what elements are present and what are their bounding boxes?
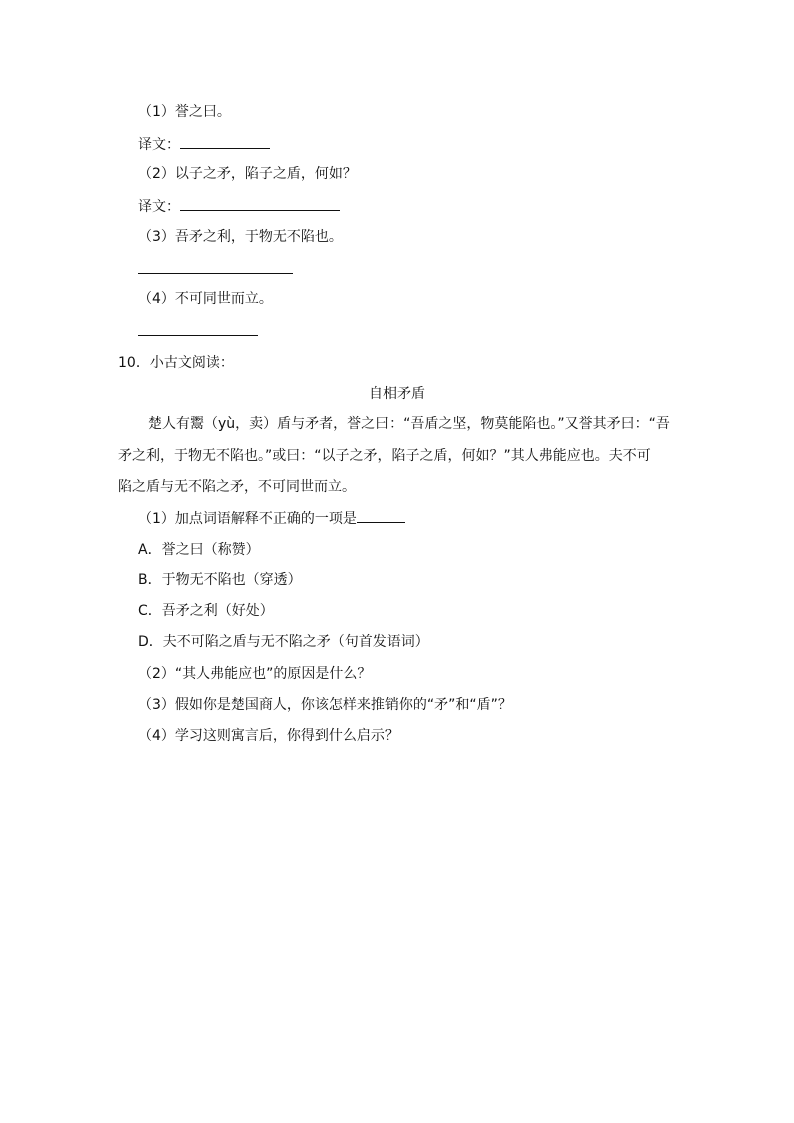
q10-sub-3: （3）假如你是楚国商人，你该怎样来推销你的“矛”和“盾”？ [138,697,512,713]
sub-1-text: （1）加点词语解释不正确的一项是 [138,511,357,527]
answer-blank-2[interactable] [180,196,340,211]
option-a: A．誉之曰（称赞） [138,542,260,558]
passage-line-2: 矛之利，于物无不陷也。”或曰：“以子之矛，陷子之盾，何如？”其人弗能应也。夫不可 [118,448,651,464]
answer-label: 译文： [138,137,180,153]
option-b: B．于物无不陷也（穿透） [138,572,302,588]
passage-title: 自相矛盾 [369,386,425,402]
q10-sub-1 [138,508,405,529]
q9-answer-1 [138,134,270,155]
q9-item-2: （2）以子之矛，陷子之盾，何如？ [138,166,357,182]
passage-line-1: 楚人有鬻（yù，卖）盾与矛者，誉之曰：“吾盾之坚，物莫能陷也。”又誉其矛曰：“吾 [148,416,670,432]
q10-heading: 10．小古文阅读： [118,355,234,371]
answer-line-3[interactable] [138,273,293,274]
q9-answer-2 [138,196,340,217]
q10-sub-2: （2）“其人弗能应也”的原因是什么？ [138,666,372,682]
answer-blank-sub1[interactable] [357,508,405,523]
passage-line-3: 陷之盾与无不陷之矛，不可同世而立。 [118,479,356,495]
q9-item-4: （4）不可同世而立。 [138,291,273,307]
answer-blank-1[interactable] [180,134,270,149]
option-d: D．夫不可陷之盾与无不陷之矛（句首发语词） [138,634,429,650]
q10-sub-4: （4）学习这则寓言后，你得到什么启示？ [138,728,399,744]
answer-line-4[interactable] [138,335,258,336]
q9-item-1: （1）誉之曰。 [138,104,231,120]
answer-label: 译文： [138,199,180,215]
option-c: C．吾矛之利（好处） [138,603,274,619]
q9-item-3: （3）吾矛之利，于物无不陷也。 [138,229,343,245]
